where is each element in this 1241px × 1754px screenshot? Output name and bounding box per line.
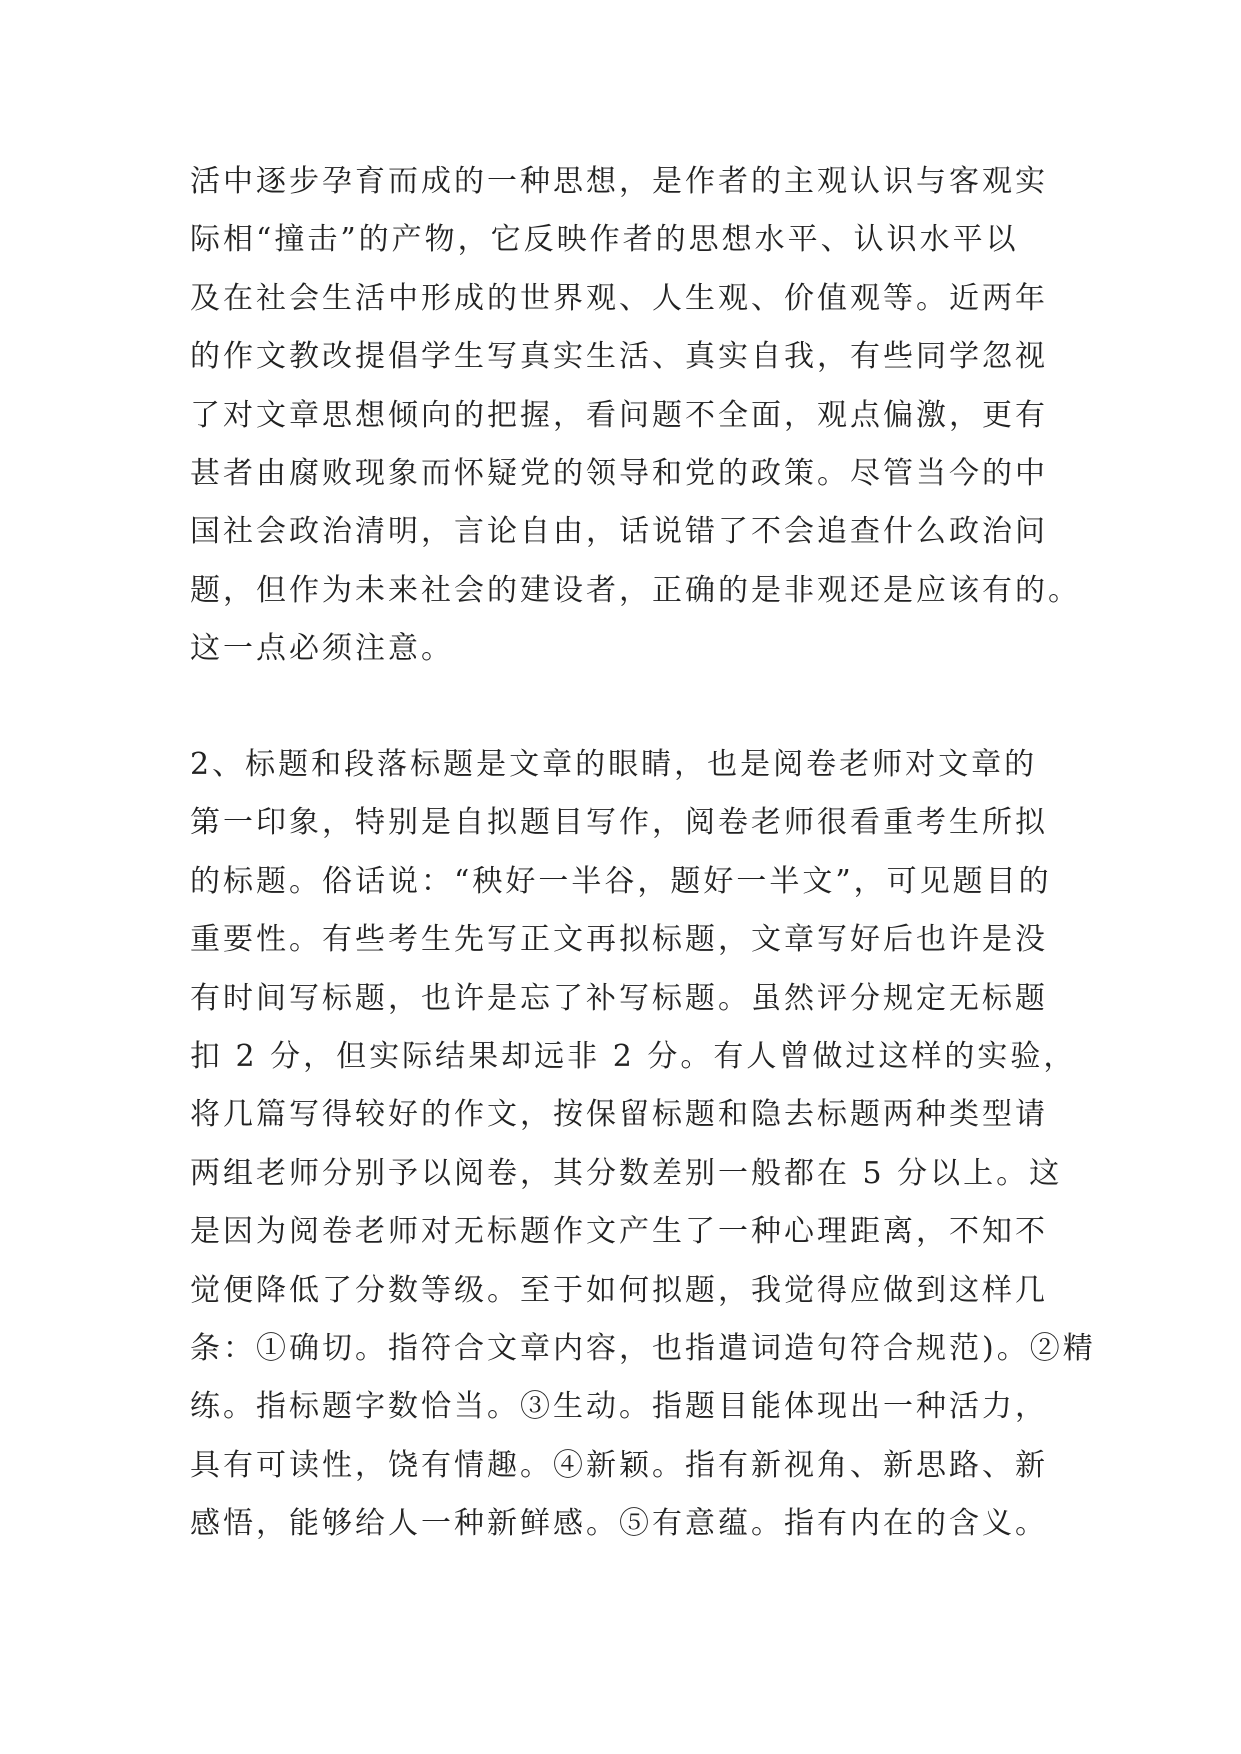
text-line: 的标题。俗话说：“秧好一半谷，题好一半文”，可见题目的 [190,863,1052,899]
text-line: 及在社会生活中形成的世界观、人生观、价值观等。近两年 [190,280,1048,316]
text-line: 具有可读性，饶有情趣。④新颖。指有新视角、新思路、新 [190,1447,1048,1483]
text-line: 国社会政治清明，言论自由，话说错了不会追查什么政治问 [190,514,1048,550]
text-line: 条：①确切。指符合文章内容，也指遣词造句符合规范)。②精 [190,1330,1096,1366]
paragraph-thought-orientation [190,153,1081,679]
text-line: 这一点必须注意。 [190,631,454,667]
text-line: 是因为阅卷老师对无标题作文产生了一种心理距离，不知不 [190,1214,1048,1250]
text-line: 了对文章思想倾向的把握，看问题不全面，观点偏激，更有 [190,397,1048,433]
text-line: 扣 2 分，但实际结果却远非 2 分。有人曾做过这样的实验， [190,1038,1077,1074]
text-line: 将几篇写得较好的作文，按保留标题和隐去标题两种类型请 [190,1097,1048,1133]
text-line: 第一印象，特别是自拟题目写作，阅卷老师很看重考生所拟 [190,805,1048,841]
text-line: 感悟，能够给人一种新鲜感。⑤有意蕴。指有内在的含义。 [190,1506,1048,1542]
text-line: 活中逐步孕育而成的一种思想，是作者的主观认识与客观实 [190,164,1048,199]
text-line: 有时间写标题，也许是忘了补写标题。虽然评分规定无标题 [190,980,1048,1016]
text-line: 题，但作为未来社会的建设者，正确的是非观还是应该有的。 [190,572,1081,608]
text-line: 的作文教改提倡学生写真实生活、真实自我，有些同学忽视 [190,339,1048,375]
text-line: 觉便降低了分数等级。至于如何拟题，我觉得应做到这样几 [190,1272,1048,1308]
text-line: 两组老师分别予以阅卷，其分数差别一般都在 5 分以上。这 [190,1155,1063,1191]
text-line: 练。指标题字数恰当。③生动。指题目能体现出一种活力， [190,1389,1048,1425]
text-line: 2、标题和段落标题是文章的眼睛，也是阅卷老师对文章的 [190,747,1038,782]
text-line: 甚者由腐败现象而怀疑党的领导和党的政策。尽管当今的中 [190,455,1048,491]
text-line: 际相“撞击”的产物，它反映作者的思想水平、认识水平以 [190,222,1019,258]
paragraph-titles [190,736,1096,1553]
text-line: 重要性。有些考生先写正文再拟标题，文章写好后也许是没 [190,922,1048,958]
